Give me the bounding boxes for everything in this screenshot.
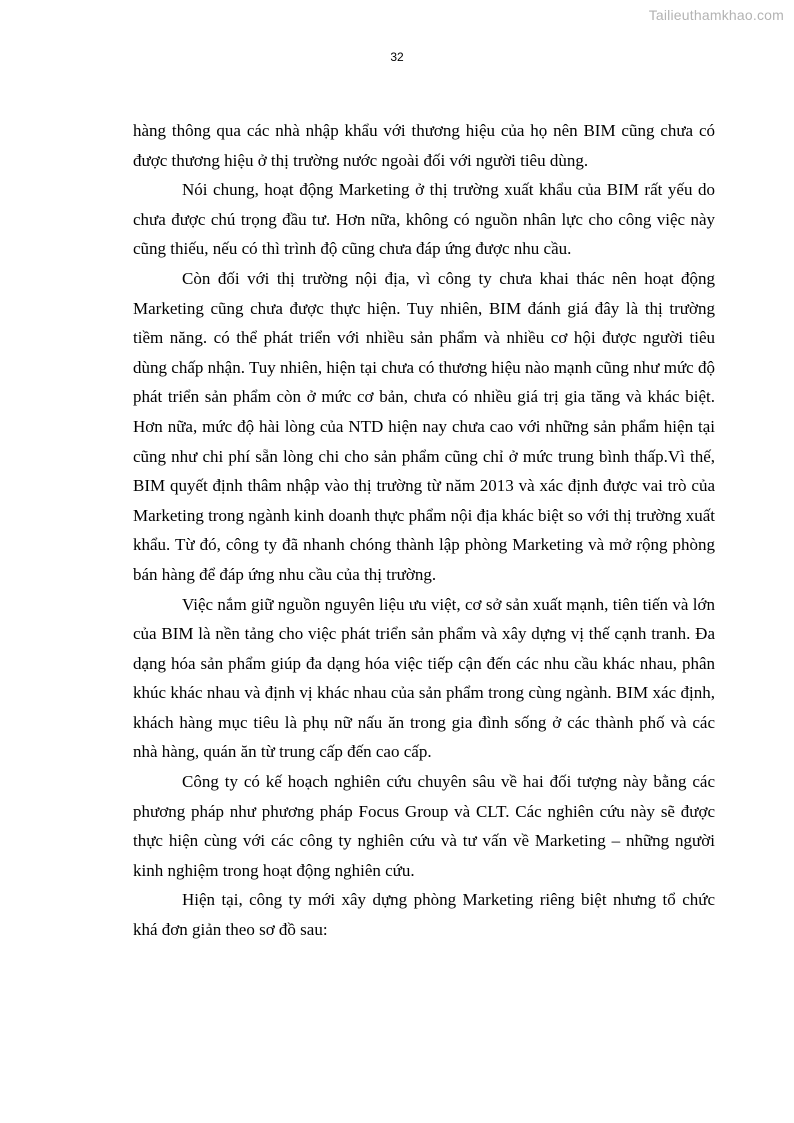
paragraph-research-plan: Công ty có kế hoạch nghiên cứu chuyên sâu về hai đối tượng này bằng các phương pháp như phương pháp Focus Group và CLT. Các nghiên cứu này sẽ được thực hiện cùng với các công ty nghiên cứu và tư vấn về Marketing – những người kinh nghiệm trong hoạt động nghiên cứu. (133, 772, 715, 880)
watermark: Tailieuthamkhao.com (648, 7, 784, 23)
paragraph-raw-materials: Việc nắm giữ nguồn nguyên liệu ưu việt, cơ sở sản xuất mạnh, tiên tiến và lớn của BIM là nền tảng cho việc phát triển sản phẩm và xây dựng vị thế cạnh tranh. Đa dạng hóa sản phẩm giúp đa dạng hóa việc tiếp cận đến các nhu cầu khác nhau, phân khúc khác nhau và định vị khác nhau của sản phẩm trong cùng ngành. BIM xác định, khách hàng mục tiêu là phụ nữ nấu ăn trong gia đình sống ở các thành phố và các nhà hàng, quán ăn từ trung cấp đến cao cấp. (133, 594, 715, 762)
page-number: 32 (390, 50, 404, 64)
body-text (133, 116, 715, 945)
paragraph-continued: hàng thông qua các nhà nhập khẩu với thương hiệu của họ nên BIM cũng chưa có được thương hiệu ở thị trường nước ngoài đối với người tiêu dùng. (133, 121, 715, 170)
paragraph-org-chart-intro: Hiện tại, công ty mới xây dựng phòng Marketing riêng biệt nhưng tổ chức khá đơn giản theo sơ đồ sau: (133, 890, 715, 940)
paragraph-export-marketing: Nói chung, hoạt động Marketing ở thị trường xuất khẩu của BIM rất yếu do chưa được chú trọng đầu tư. Hơn nữa, không có nguồn nhân lực cho công việc này cũng thiếu, nếu có thì trình độ cũng chưa đáp ứng được nhu cầu. (133, 180, 715, 259)
paragraph-domestic-market: Còn đối với thị trường nội địa, vì công ty chưa khai thác nên hoạt động Marketing cũng chưa được thực hiện. Tuy nhiên, BIM đánh giá đây là thị trường tiềm năng. có thể phát triển với nhiều sản phẩm và nhiều cơ hội được người tiêu dùng chấp nhận. Tuy nhiên, hiện tại chưa có thương hiệu nào mạnh cũng như mức độ phát triển sản phẩm còn ở mức cơ bản, chưa có nhiều giá trị gia tăng và khác biệt. Hơn nữa, mức độ hài lòng của NTD hiện nay chưa cao với những sản phẩm hiện tại cũng như chi phí sẵn lòng chi cho sản phẩm cũng chỉ ở mức trung bình thấp.Vì thế, BIM quyết định thâm nhập vào thị trường từ năm 2013 và xác định được vai trò của Marketing trong ngành kinh doanh thực phẩm nội địa khác biệt so với thị trường xuất khẩu. Từ đó, công ty đã nhanh chóng thành lập phòng Marketing và mở rộng phòng bán hàng để đáp ứng nhu cầu của thị trường. (133, 268, 715, 584)
